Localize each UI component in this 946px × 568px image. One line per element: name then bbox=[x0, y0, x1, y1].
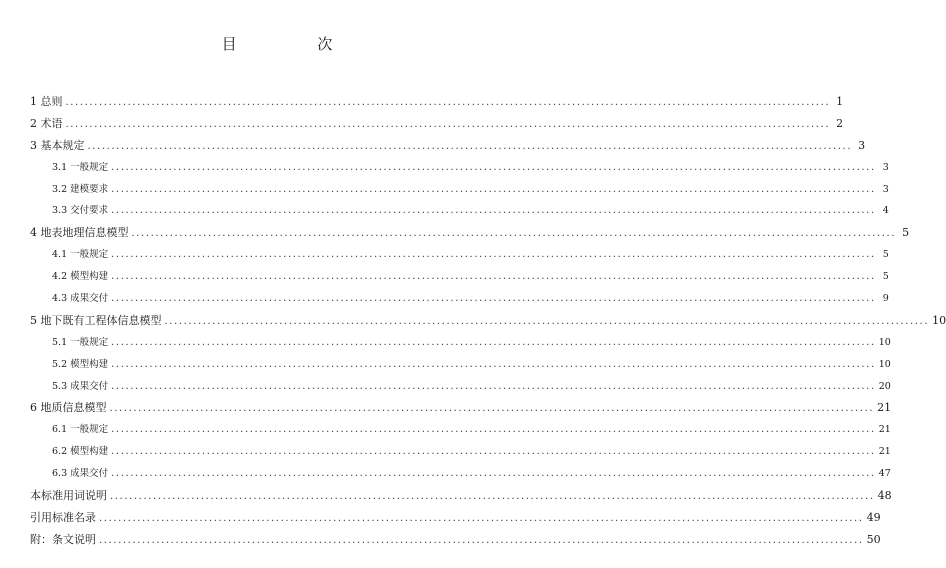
toc-entry[interactable] bbox=[30, 487, 892, 509]
toc-subentry[interactable] bbox=[30, 443, 891, 465]
toc-leader-dots: ................................................................................................................................................................ bbox=[99, 534, 864, 546]
toc-entry[interactable] bbox=[30, 137, 866, 159]
toc-leader-dots: ................................................................................................................................................................ bbox=[110, 491, 875, 503]
toc-entry-page-number: 21 bbox=[878, 446, 891, 458]
toc-subentry[interactable] bbox=[30, 465, 891, 487]
toc-entry[interactable] bbox=[30, 399, 892, 421]
toc-leader-dots: ................................................................................................................................................................ bbox=[111, 271, 876, 283]
toc-entry[interactable] bbox=[30, 224, 910, 246]
toc-subentry[interactable] bbox=[30, 290, 889, 312]
toc-entry-label: 6.3 成果交付 bbox=[52, 468, 109, 480]
toc-entry-page-number: 5 bbox=[882, 271, 889, 283]
toc-entry-page-number: 10 bbox=[878, 358, 891, 370]
toc-leader-dots: ................................................................................................................................................................ bbox=[111, 336, 876, 348]
toc-entry-page-number: 5 bbox=[882, 249, 889, 261]
toc-leader-dots: ................................................................................................................................................................ bbox=[111, 358, 876, 370]
toc-leader-dots: ................................................................................................................................................................ bbox=[131, 228, 897, 240]
toc-entry-page-number: 21 bbox=[877, 401, 892, 415]
toc-leader-dots: ................................................................................................................................................................ bbox=[111, 161, 876, 173]
toc-entry-label: 4.3 成果交付 bbox=[52, 293, 109, 305]
toc-entry-label: 5.3 成果交付 bbox=[52, 380, 109, 392]
toc-entry-label: 2 术语 bbox=[30, 116, 63, 130]
toc-leader-dots: ................................................................................................................................................................ bbox=[111, 293, 876, 305]
toc-entry-label: 附：条文说明 bbox=[30, 532, 96, 546]
table-of-contents bbox=[30, 93, 946, 553]
toc-title: 目 次 bbox=[221, 35, 371, 53]
toc-entry-page-number: 10 bbox=[932, 313, 946, 327]
toc-entry-label: 6 地质信息模型 bbox=[30, 401, 107, 415]
toc-entry-label: 引用标准名录 bbox=[30, 510, 96, 524]
toc-entry-page-number: 9 bbox=[882, 293, 889, 305]
toc-entry-label: 6.2 模型构建 bbox=[52, 446, 109, 458]
toc-entry[interactable] bbox=[30, 531, 881, 553]
toc-subentry[interactable] bbox=[30, 246, 889, 268]
toc-leader-dots: ................................................................................................................................................................ bbox=[111, 380, 876, 392]
toc-entry-label: 3.1 一般规定 bbox=[52, 161, 109, 173]
toc-entry-label: 5.2 模型构建 bbox=[52, 358, 109, 370]
toc-entry-page-number: 2 bbox=[836, 116, 844, 130]
toc-subentry[interactable] bbox=[30, 268, 889, 290]
toc-leader-dots: ................................................................................................................................................................ bbox=[65, 97, 831, 108]
toc-entry-page-number: 4 bbox=[882, 205, 889, 217]
toc-leader-dots: ................................................................................................................................................................ bbox=[111, 205, 876, 217]
toc-leader-dots: ................................................................................................................................................................ bbox=[164, 315, 930, 327]
toc-entry-label: 3.2 建模要求 bbox=[52, 183, 109, 195]
toc-leader-dots: ................................................................................................................................................................ bbox=[111, 468, 876, 480]
toc-entry[interactable] bbox=[30, 115, 844, 137]
toc-entry-label: 5 地下既有工程体信息模型 bbox=[30, 313, 162, 327]
toc-entry-label: 5.1 一般规定 bbox=[52, 336, 109, 348]
toc-subentry[interactable] bbox=[30, 421, 891, 443]
toc-entry-label: 1 总则 bbox=[30, 95, 63, 108]
toc-subentry[interactable] bbox=[30, 181, 889, 203]
toc-entry-label: 4.2 模型构建 bbox=[52, 271, 109, 283]
toc-entry-label: 本标准用词说明 bbox=[30, 489, 107, 503]
toc-entry-page-number: 10 bbox=[878, 336, 891, 348]
toc-entry-page-number: 5 bbox=[902, 226, 910, 240]
toc-entry-page-number: 47 bbox=[878, 468, 891, 480]
toc-entry[interactable] bbox=[30, 312, 946, 334]
toc-entry-page-number: 50 bbox=[866, 532, 881, 546]
toc-leader-dots: ................................................................................................................................................................ bbox=[109, 403, 875, 415]
toc-entry-page-number: 48 bbox=[877, 489, 892, 503]
toc-entry[interactable] bbox=[30, 93, 844, 115]
toc-leader-dots: ................................................................................................................................................................ bbox=[99, 512, 864, 524]
toc-subentry[interactable] bbox=[30, 378, 891, 400]
toc-leader-dots: ................................................................................................................................................................ bbox=[87, 140, 853, 152]
toc-leader-dots: ................................................................................................................................................................ bbox=[111, 249, 876, 261]
toc-entry-page-number: 3 bbox=[858, 138, 866, 152]
toc-entry-page-number: 3 bbox=[882, 161, 889, 173]
toc-entry-page-number: 1 bbox=[836, 95, 844, 108]
toc-entry-label: 3.3 交付要求 bbox=[52, 205, 109, 217]
toc-entry-page-number: 21 bbox=[878, 424, 891, 436]
toc-leader-dots: ................................................................................................................................................................ bbox=[111, 446, 876, 458]
toc-entry-page-number: 3 bbox=[882, 183, 889, 195]
toc-entry[interactable] bbox=[30, 509, 881, 531]
toc-entry-label: 4.1 一般规定 bbox=[52, 249, 109, 261]
toc-subentry[interactable] bbox=[30, 159, 889, 181]
toc-leader-dots: ................................................................................................................................................................ bbox=[111, 183, 876, 195]
toc-subentry[interactable] bbox=[30, 334, 891, 356]
toc-subentry[interactable] bbox=[30, 202, 889, 224]
toc-leader-dots: ................................................................................................................................................................ bbox=[111, 424, 876, 436]
toc-entry-label: 4 地表地理信息模型 bbox=[30, 226, 129, 240]
toc-entry-page-number: 20 bbox=[878, 380, 891, 392]
toc-entry-page-number: 49 bbox=[866, 510, 881, 524]
toc-entry-label: 6.1 一般规定 bbox=[52, 424, 109, 436]
toc-leader-dots: ................................................................................................................................................................ bbox=[65, 118, 831, 130]
toc-entry-label: 3 基本规定 bbox=[30, 138, 85, 152]
toc-subentry[interactable] bbox=[30, 356, 891, 378]
